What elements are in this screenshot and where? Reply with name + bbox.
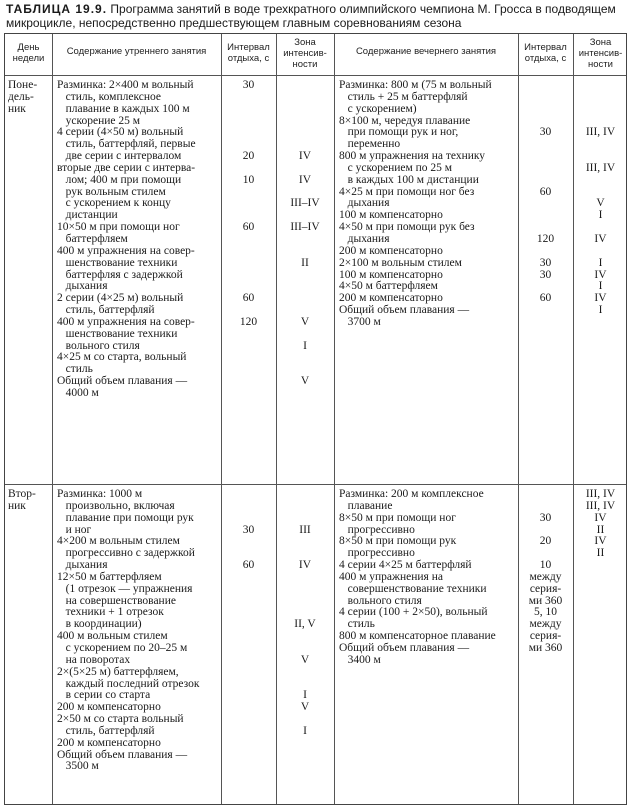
monday-morning-zone: IV IV III–IV III–IV II V I V xyxy=(290,150,320,388)
tuesday-morning-content: Разминка: 1000 м произвольно, включая плавание при помощи рук и ног 4×200 м вольным стилем прогрессивно с задержкой дыхания 12×50 м баттерфляем (1 отрезок — упражнения на совершенствование техники + 1 отрезок в координации) 400 м вольным стилем с ускорением по 20–25 м на поворотах 2×(5×25 м) баттерфляем, каждый последний отрезок в серии со старта 200 м компенсаторно 2×50 м со старта вольный стиль, баттерфляй 200 м компенсаторно Общий объем плавания — 3500 м xyxy=(57,488,200,773)
table-number: ТАБЛИЦА 19.9. xyxy=(6,2,108,16)
header-morning-zone: Зона интенсив- ности xyxy=(283,37,327,70)
monday-evening-zone: III, IV III, IV V I IV I IV I IV I xyxy=(585,126,616,317)
header-evening-zone: Зона интенсив- ности xyxy=(578,37,623,70)
column-divider xyxy=(334,34,335,804)
header-day: День недели xyxy=(12,42,45,64)
table-title: Программа занятий в воде трехкратного олимпийского чемпиона М. Гросса в подводящем микроцикле, непосредственно предшествующем главным соревнованиям сезона xyxy=(6,2,616,30)
row-divider xyxy=(5,484,626,485)
header-evening-content: Содержание вечернего занятия xyxy=(355,46,497,57)
monday-evening-content: Разминка: 800 м (75 м вольный стиль + 25 м баттерфляй с ускорением) 8×100 м, чередуя плавание при помощи рук и ног, переменно 800 м упражнения на технику с ускорением по 25 м в каждых 100 м дистанции 4×25 м при помощи ног без дыхания 100 м компенсаторно 4×50 м при помощи рук без дыхания 200 м компенсаторно 2×100 м вольным стилем 100 м компенсаторно 4×50 м баттерфляем 200 м компенсаторно Общий объем плавания — 3700 м xyxy=(339,79,492,328)
table-caption xyxy=(6,2,624,30)
monday-evening-rest: 30 60 120 30 30 60 xyxy=(536,126,555,305)
monday-morning-content: Разминка: 2×400 м вольный стиль, комплексное плавание в каждых 100 м ускорение 25 м 4 серии (4×50 м) вольный стиль, баттерфляй, первые две серии с интервалом вторые две серии с интерва- лом; 400 м при помощи рук вольным стилем с ускорением к концу дистанции 10×50 м при помощи ног баттерфляем 400 м упражнения на совер- шенствование техники баттерфляя с задержкой дыхания 2 серии (4×25 м) вольный стиль, баттерфляй 400 м упражнения на совер- шенствование техники вольного стиля 4×25 м со старта, вольный стиль Общий объем плавания — 4000 м xyxy=(57,79,196,399)
tuesday-evening-rest: 30 20 10 между серия- ми 360 5, 10 между серия- ми 360 xyxy=(528,511,563,654)
training-program-table xyxy=(4,33,627,805)
monday-morning-rest: 30 20 10 60 60 120 xyxy=(239,79,258,328)
header-morning-rest: Интервал отдыха, с xyxy=(227,42,270,64)
tuesday-day-label: Втор- ник xyxy=(8,488,36,512)
tuesday-evening-content: Разминка: 200 м комплексное плавание 8×50 м при помощи ног прогрессивно 8×50 м при помощи рук прогрессивно 4 серии 4×25 м баттерфляй 400 м упражнения на совершенствование техники вольного стиля 4 серии (100 + 2×50), вольный стиль 800 м компенсаторное плавание Общий объем плавания — 3400 м xyxy=(339,488,496,666)
monday-day-label: Поне- дель- ник xyxy=(8,79,38,115)
column-divider xyxy=(52,34,53,804)
tuesday-morning-rest: 30 60 xyxy=(242,523,255,572)
header-evening-rest: Интервал отдыха, с xyxy=(524,42,567,64)
tuesday-evening-zone: III, IV III, IV IV II IV II xyxy=(585,488,616,560)
header-morning-content: Содержание утреннего занятия xyxy=(66,46,207,57)
tuesday-morning-zone: III IV II, V V I V I xyxy=(294,523,316,737)
header-divider xyxy=(5,75,626,76)
